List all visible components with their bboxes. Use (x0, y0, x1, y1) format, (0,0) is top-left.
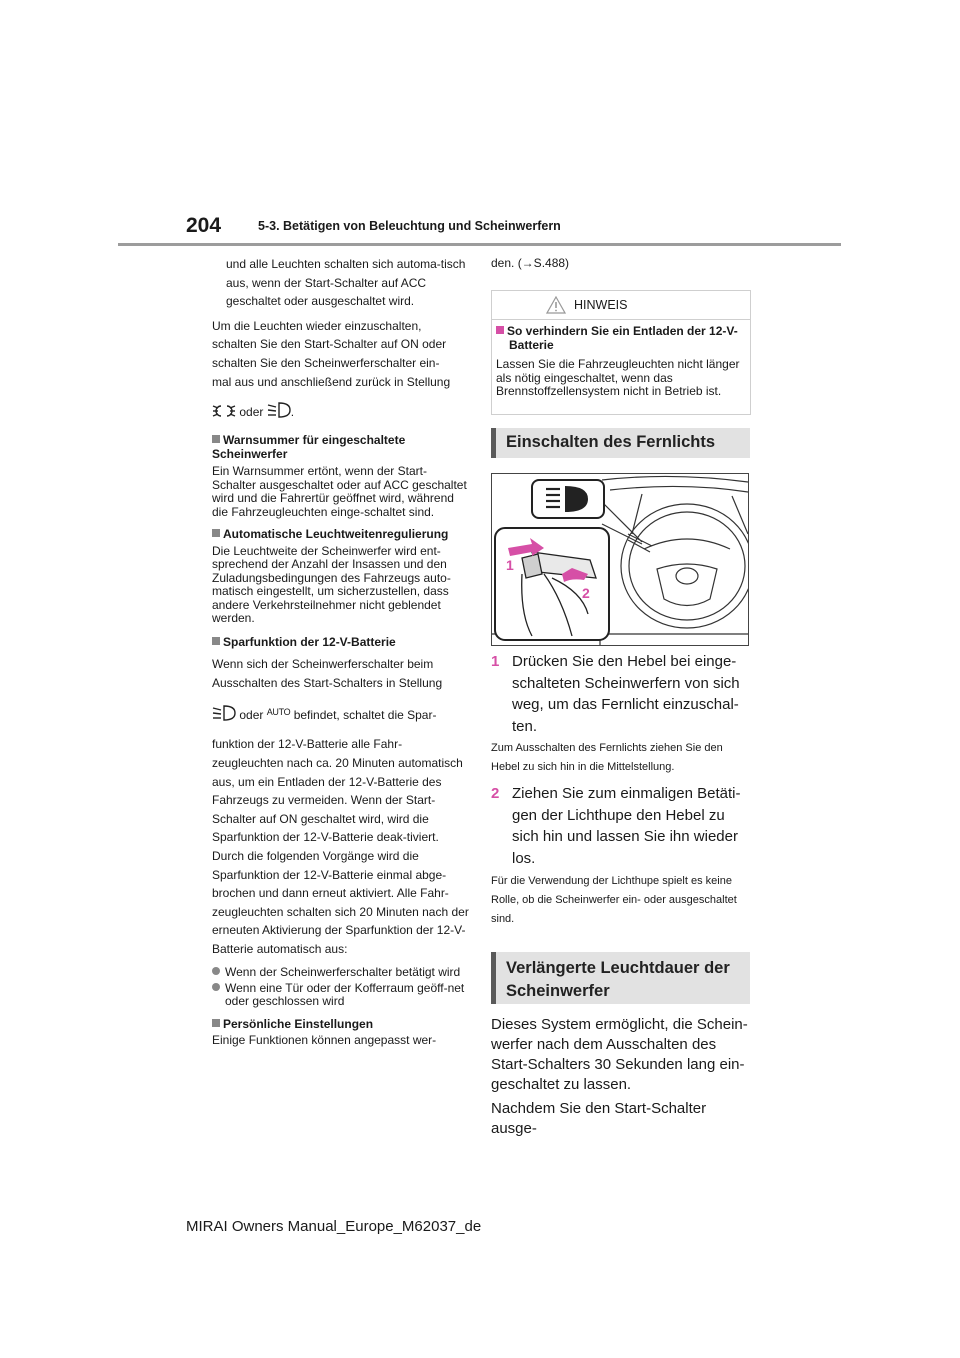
spar-text: funktion der 12-V-Batterie alle Fahr-zeugleuchten nach ca. 20 Minuten automatisch aus, um ein Entladen der 12-V-Batterie des Fahrzeugs zu vermeiden. Wenn der Start-Schalter auf ON geschaltet wird, wird die Sparfunktion der 12-V-Batterie deak-tiviert. Durch die folgenden Vorgänge wird die Sparfunktion der 12-V-Batterie einmal abge-brochen und dann erneut aktiviert. Alle Fahr-zeugleuchten schalten sich 20 Minuten nach der erneuten Aktivierung der Sparfunktion der 12-V-Batterie automatisch aus: (212, 737, 469, 956)
header-rule (118, 243, 841, 246)
auto-text: Die Leuchtweite der Scheinwerfer wird ent-sprechend der Anzahl der Insassen und den Zuladungsbedingungen des Fahrzeugs auto-matisch eingestellt, um sicherzustellen, dass andere Verkehrsteilnehmer nicht geblendet werden. (212, 543, 451, 626)
square-bullet-icon (212, 637, 220, 645)
spar-title: Sparfunktion der 12-V-Batterie (212, 636, 470, 650)
step-2-note: Für die Verwendung der Lichthupe spielt es keine Rolle, ob die Scheinwerfer ein- oder ausgeschaltet sind. (491, 875, 737, 925)
restore-paragraph: Um die Leuchten wieder einzuschalten, schalten Sie den Start-Schalter auf ON oder schalten Sie den Scheinwerferschalter ein- mal aus und anschließend zurück in Stellung (212, 318, 451, 389)
square-bullet-icon (212, 529, 220, 537)
step-2 (491, 783, 753, 869)
step-number: 2 (491, 785, 500, 802)
spar-intro: Wenn sich der Scheinwerferschalter beim Ausschalten des Start-Schalters in Stellung (212, 657, 443, 690)
round-bullet-icon (212, 983, 220, 991)
round-bullet-icon (212, 967, 220, 975)
notice-body (496, 324, 746, 399)
step-text: Drücken Sie den Hebel bei einge-schalteten Scheinwerfern von sich weg, um das Fernlicht einzuschal-ten. (512, 653, 740, 735)
auto-title: Automatische Leuchtweitenregulierung (212, 528, 470, 542)
spar-symbols: oder $^{AUTO}$ befindet, schaltet die Spar- (212, 702, 470, 725)
square-bullet-icon (496, 326, 504, 334)
step-1-note: Zum Ausschalten des Fernlichts ziehen Sie den Hebel zu sich hin in die Mittelstellung. (491, 742, 723, 773)
headlight-icon (212, 704, 236, 722)
notice-title: So verhindern Sie ein Entladen der 12-V-Batterie (496, 324, 746, 352)
list-item: Wenn eine Tür oder der Kofferraum geöff-net oder geschlossen wird (212, 982, 470, 1009)
auto-symbol: AUTO (266, 707, 291, 718)
list-item: Wenn der Scheinwerferschalter betätigt wird (212, 966, 470, 980)
step-number: 1 (491, 653, 500, 670)
section-title: 5-3. Betätigen von Beleuchtung und Scheinwerfern (258, 219, 561, 233)
callout-2: 2 (582, 585, 590, 601)
warning-triangle-icon (546, 296, 566, 314)
notice-label: HINWEIS (574, 298, 628, 312)
step-1 (491, 651, 753, 737)
continued-paragraph: Nachdem Sie den Start-Schalter ausge- (491, 1100, 707, 1137)
footer-text: MIRAI Owners Manual_Europe_M62037_de (186, 1218, 482, 1235)
heading-high-beam: Einschalten des Fernlichts (491, 428, 750, 458)
headlight-icon (267, 401, 291, 419)
system-paragraph: Dieses System ermöglicht, die Schein-werfer nach dem Ausschalten des Start-Schalters 30 Sekunden lang ein-geschaltet zu lassen. (491, 1016, 748, 1093)
steering-wheel-illustration (492, 474, 748, 645)
step-text: Ziehen Sie zum einmaligen Betäti-gen der Lichthupe den Hebel zu sich hin und lassen Sie ihn wieder los. (512, 785, 741, 867)
restore-symbols: oder . (212, 401, 470, 422)
square-bullet-icon (212, 1019, 220, 1027)
callout-1: 1 (506, 557, 514, 573)
pers-title: Persönliche Einstellungen (212, 1018, 470, 1032)
heading-extended-light: Verlängerte Leuchtdauer der Scheinwerfer (491, 952, 750, 1004)
continued-text: den. (→S.488) (491, 256, 570, 270)
notice-box (491, 290, 751, 415)
square-bullet-icon (212, 435, 220, 443)
high-beam-figure (491, 473, 749, 646)
notice-header (492, 291, 750, 320)
warn-title: Warnsummer für eingeschaltete Scheinwerfer (212, 433, 406, 461)
pers-text: Einige Funktionen können angepasst wer- (212, 1033, 437, 1048)
left-column (212, 255, 470, 1054)
warn-text: Ein Warnsummer ertönt, wenn der Start-Schalter ausgeschaltet oder auf ACC geschaltet wird und die Fahrertür geöffnet wird, während die Fahrzeugleuchten einge-schaltet sind. (212, 464, 467, 519)
intro-continued: und alle Leuchten schalten sich automa-tisch aus, wenn der Start-Schalter auf ACC geschaltet oder ausgeschaltet wird. (226, 257, 466, 309)
page-number: 204 (186, 214, 222, 237)
notice-text: Lassen Sie die Fahrzeugleuchten nicht länger als nötig eingeschaltet, wenn das Brennstoffzellensystem nicht in Betrieb ist. (496, 357, 740, 398)
parking-light-icon (212, 403, 236, 419)
